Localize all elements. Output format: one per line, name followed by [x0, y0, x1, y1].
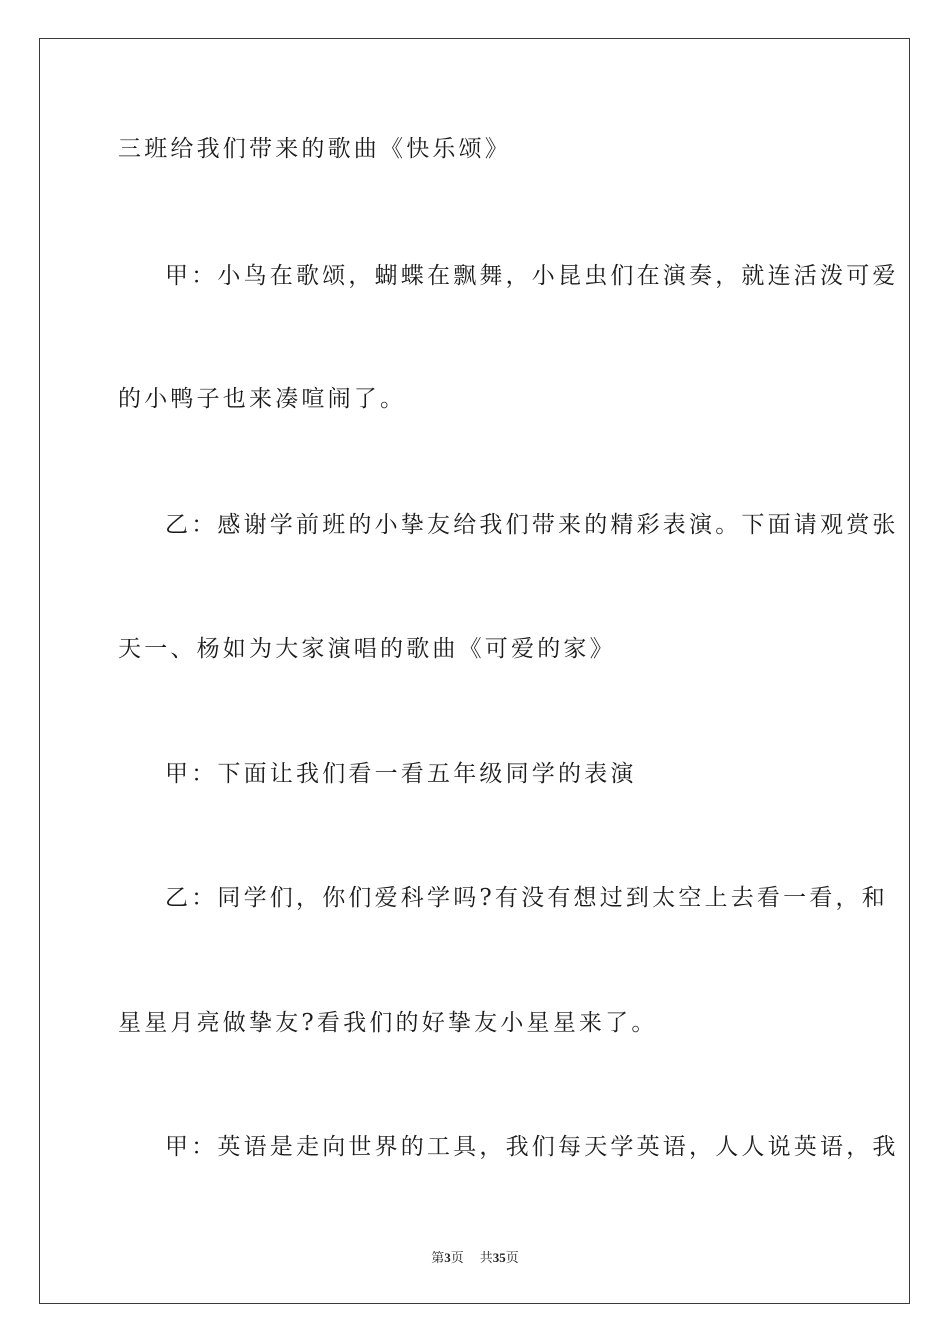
text-line-2: 甲：小鸟在歌颂，蝴蝶在飘舞，小昆虫们在演奏，就连活泼可爱	[165, 263, 899, 289]
footer-page-suffix: 页	[450, 1250, 464, 1265]
text-line-6: 甲：下面让我们看一看五年级同学的表演	[165, 761, 637, 787]
text-line-3: 的小鸭子也来凑喧闹了。	[118, 386, 407, 412]
footer-page-prefix: 第	[431, 1250, 445, 1265]
text-line-8: 星星月亮做挚友?看我们的好挚友小星星来了。	[118, 1010, 658, 1036]
footer-total-pages: 35	[492, 1250, 506, 1265]
footer-total-prefix: 共	[479, 1250, 493, 1265]
text-line-7: 乙：同学们，你们爱科学吗?有没有想过到太空上去看一看，和	[165, 885, 888, 911]
page-footer	[0, 1247, 950, 1266]
text-line-9: 甲：英语是走向世界的工具，我们每天学英语，人人说英语，我	[165, 1134, 899, 1160]
footer-page-number: 3	[444, 1250, 451, 1265]
footer-total-suffix: 页	[505, 1250, 519, 1265]
page-border	[39, 38, 910, 1304]
text-line-1: 三班给我们带来的歌曲《快乐颂》	[118, 136, 511, 162]
text-line-4: 乙：感谢学前班的小挚友给我们带来的精彩表演。下面请观赏张	[165, 512, 899, 538]
text-line-5: 天一、杨如为大家演唱的歌曲《可爱的家》	[118, 636, 616, 662]
